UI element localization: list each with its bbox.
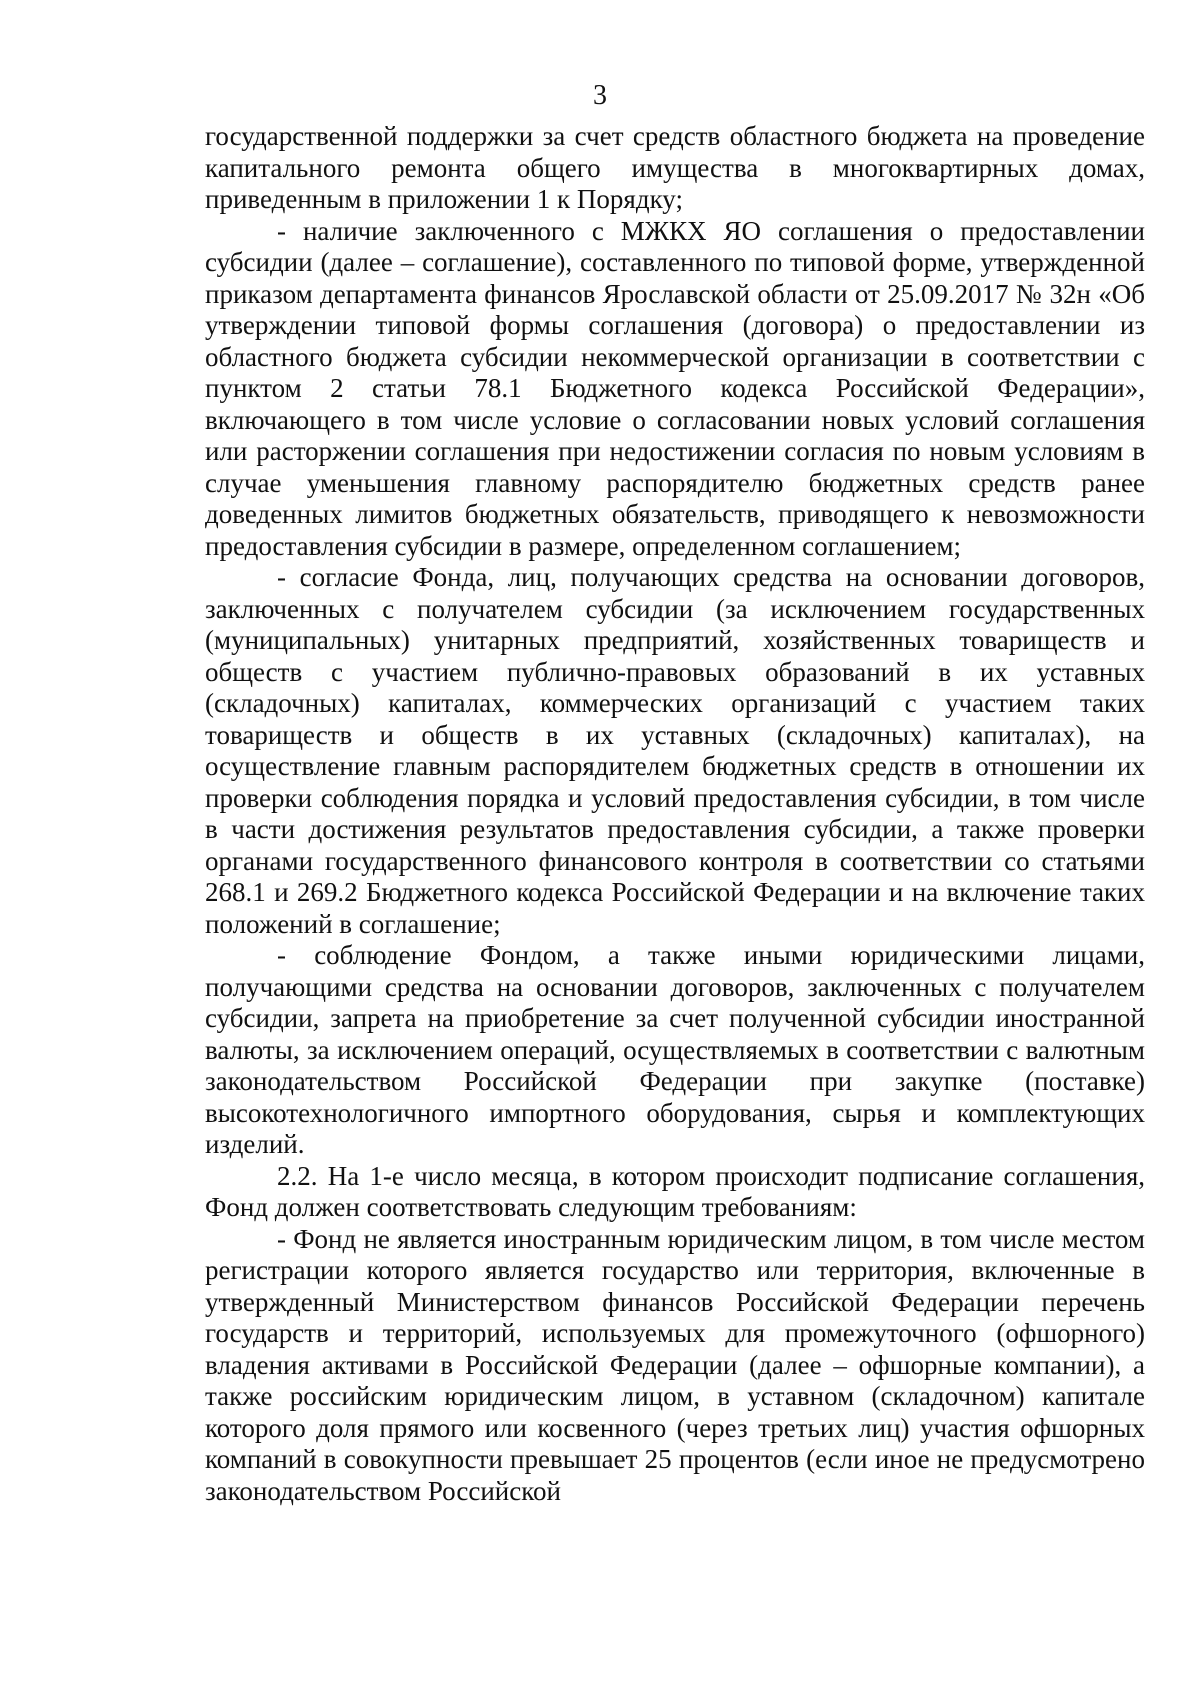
paragraph-agreement-condition: - наличие заключенного с МЖКХ ЯО соглашения о предоставлении субсидии (далее – соглашение), составленного по типовой форме, утвержденной приказом департамента финансов Ярославской области от 25.09.2017 № 32н «Об утверждении типовой формы соглашения (договора) о предоставлении из областного бюджета субсидии некоммерческой организации в соответствии с пунктом 2 статьи 78.1 Бюджетного кодекса Российской Федерации», включающего в том числе условие о согласовании новых условий соглашения или расторжении соглашения при недостижении согласия по новым условиям в случае уменьшения главному распорядителю бюджетных средств ранее доведенных лимитов бюджетных обязательств, приводящего к невозможности предоставления субсидии в размере, определенном соглашением; [205,215,1145,561]
paragraph-continuation: государственной поддержки за счет средств областного бюджета на проведение капитального ремонта общего имущества в многоквартирных домах, приведенным в приложении 1 к Порядку; [205,121,1145,214]
document-body [205,121,1145,1507]
paragraph-offshore-requirement: - Фонд не является иностранным юридическим лицом, в том числе местом регистрации которого является государство или территория, включенные в утвержденный Министерством финансов Российской Федерации перечень государств и территорий, используемых для промежуточного (офшорного) владения активами в Российской Федерации (далее – офшорные компании), а также российским юридическим лицом, в уставном (складочном) капитале которого доля прямого или косвенного (через третьих лиц) участия офшорных компаний в совокупности превышает 25 процентов (если иное не предусмотрено законодательством Российской [205,1223,1145,1506]
paragraph-currency-prohibition: - соблюдение Фондом, а также иными юридическими лицами, получающими средства на основании договоров, заключенных с получателем субсидии, запрета на приобретение за счет полученной субсидии иностранной валюты, за исключением операций, осуществляемых в соответствии с валютным законодательством Российской Федерации при закупке (поставке) высокотехнологичного импортного оборудования, сырья и комплектующих изделий. [205,940,1145,1159]
page-number: 3 [593,80,607,111]
paragraph-section-2-2: 2.2. На 1-е число месяца, в котором происходит подписание соглашения, Фонд должен соответствовать следующим требованиям: [205,1160,1145,1222]
paragraph-consent-condition: - согласие Фонда, лиц, получающих средства на основании договоров, заключенных с получателем субсидии (за исключением государственных (муниципальных) унитарных предприятий, хозяйственных товариществ и обществ с участием публично-правовых образований в их уставных (складочных) капиталах, коммерческих организаций с участием таких товариществ и обществ в их уставных (складочных) капиталах), на осуществление главным распорядителем бюджетных средств в отношении их проверки соблюдения порядка и условий предоставления субсидии, в том числе в части достижения результатов предоставления субсидии, а также проверки органами государственного финансового контроля в соответствии со статьями 268.1 и 269.2 Бюджетного кодекса Российской Федерации и на включение таких положений в соглашение; [205,562,1145,939]
